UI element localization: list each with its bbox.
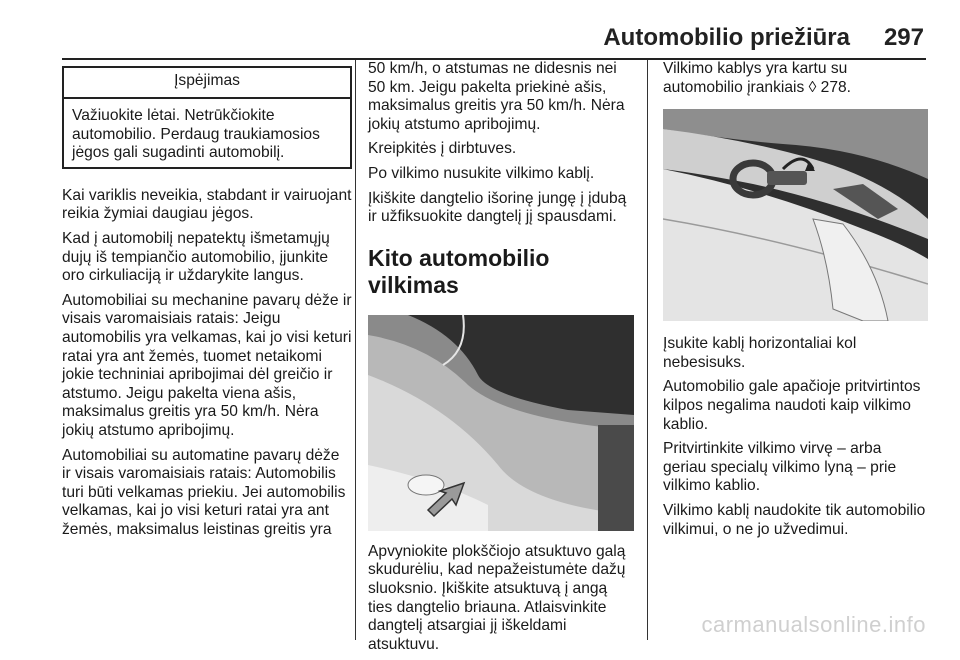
warning-box: [62, 66, 352, 169]
towing-eye-illustration: [663, 109, 928, 321]
warning-text: Važiuokite lėtai. Netrūkčiokite automobilio. Perdaug traukiamosios jėgos gali sugadinti automobilį.: [72, 107, 320, 162]
page-title: Automobilio priežiūra: [603, 24, 850, 51]
paragraph: 50 km/h, o atstumas ne didesnis nei 50 km. Jeigu pakelta priekinė ašis, maksimalus greitis yra 50 km/h. Nėra jokių atstumo apribojimų.: [368, 60, 625, 133]
column-divider: [647, 60, 648, 640]
paragraph: Po vilkimo nusukite vilkimo kablį.: [368, 164, 595, 182]
paragraph: Pritvirtinkite vilkimo virvę – arba geriau specialų vilkimo lyną – prie vilkimo kablio.: [663, 440, 897, 495]
paragraph: Automobiliai su mechanine pavarų dėže ir visais varomaisiais ratais: Jeigu automobilis yra velkamas, kai jo visi keturi ratai yra ant žemės, tuomet netaikomi jokie techniniai apribojimai dėl greičio ir atstumo. Jeigu pakelta viena ašis, maksimalus greitis yra 50 km/h. Nėra jokių atstumo apribojimų.: [62, 291, 352, 439]
column-left: [62, 60, 352, 545]
paragraph: Vilkimo kablį naudokite tik automobilio vilkimui, o ne jo užvedimui.: [663, 501, 926, 538]
rear-bumper-cover-illustration: [368, 315, 634, 531]
paragraph: Kai variklis neveikia, stabdant ir vairuojant reikia žymiai daugiau jėgos.: [62, 186, 352, 223]
page-number: 297: [883, 24, 924, 51]
paragraph: Įsukite kablį horizontaliai kol nebesisuks.: [663, 335, 857, 371]
page-header: [62, 18, 926, 60]
paragraph: Kreipkitės į dirbtuves.: [368, 140, 517, 158]
paragraph: Įkiškite dangtelio išorinę jungę į įdubą ir užfiksuokite dangtelį jį spausdami.: [368, 189, 627, 226]
column-middle: [368, 60, 634, 660]
paragraph: Kad į automobilį nepatektų išmetamųjų dujų iš tempiančio automobilio, įjunkite oro cirkuliaciją ir uždarykite langus.: [62, 229, 330, 285]
paragraph: Vilkimo kablys yra kartu su automobilio įrankiais ◊ 278.: [663, 60, 852, 96]
column-divider: [355, 60, 356, 640]
watermark: carmanualsonline.info: [701, 612, 926, 637]
paragraph: Automobilio gale apačioje pritvirtintos kilpos negalima naudoti kaip vilkimo kablio.: [663, 378, 921, 433]
paragraph: Automobiliai su automatine pavarų dėže ir visais varomaisiais ratais: Automobilis turi būti velkamas priekiu. Jei automobilis velkamas, kai jo visi keturi ratai yra ant žemės, maksimalus leistinas greitis yra: [62, 446, 346, 538]
paragraph: Apvyniokite plokščiojo atsuktuvo galą skudurėliu, kad nepažeistumėte dažų sluoksnio. Įkiškite atsuktuvą į angą ties dangtelio briauna. Atlaisvinkite dangtelį atsargiai jį iškeldami atsuktuvu.: [368, 542, 626, 653]
section-heading: Kito automobilio vilkimas: [368, 244, 550, 298]
warning-title: Įspėjimas: [64, 68, 350, 99]
column-right: [663, 60, 928, 545]
